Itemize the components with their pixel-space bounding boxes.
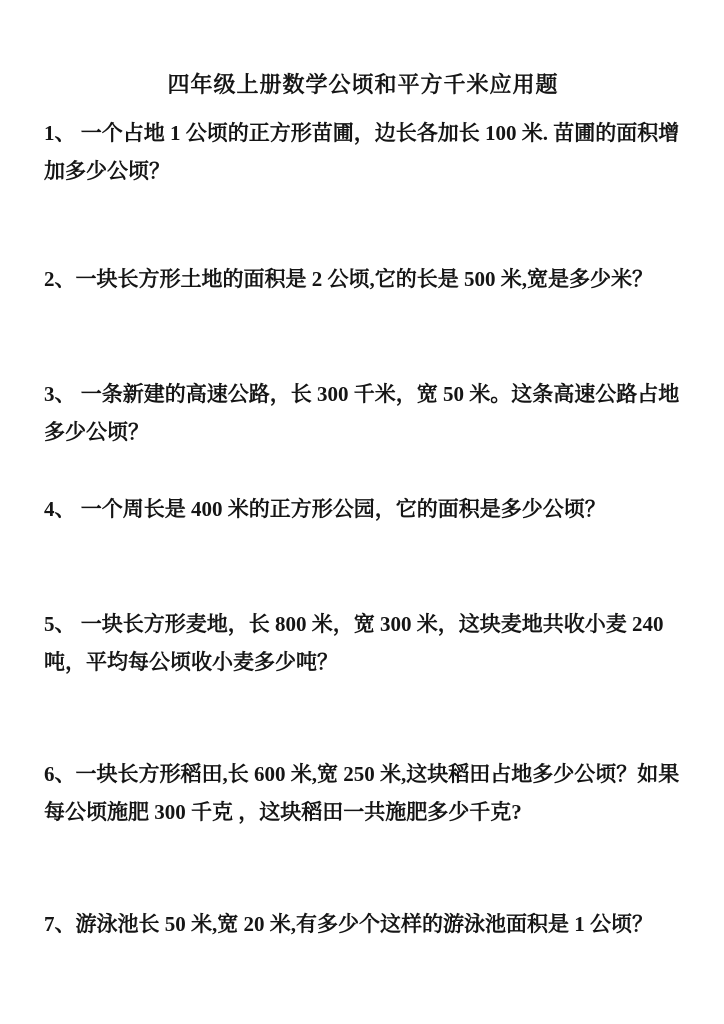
problem-2: 2、一块长方形土地的面积是 2 公顷,它的长是 500 米,宽是多少米？ xyxy=(44,267,653,291)
problem-5: 5、 一块长方形麦地，长 800 米，宽 300 米，这块麦地共收小麦 240 吨，平均每公顷收小麦多少吨？ xyxy=(44,612,664,674)
problem-1: 1、 一个占地 1 公顷的正方形苗圃，边长各加长 100 米. 苗圃的面积增加多少公顷？ xyxy=(44,121,680,183)
problem-7: 7、游泳池长 50 米,宽 20 米,有多少个这样的游泳池面积是 1 公顷？ xyxy=(44,912,653,936)
problem-4: 4、 一个周长是 400 米的正方形公园，它的面积是多少公顷？ xyxy=(44,497,606,521)
problem-6: 6、一块长方形稻田,长 600 米,宽 250 米,这块稻田占地多少公顷？如果每公顷施肥 300 千克 ，这块稻田一共施肥多少千克? xyxy=(44,762,680,824)
problem-3: 3、 一条新建的高速公路，长 300 千米，宽 50 米。这条高速公路占地多少公顷？ xyxy=(44,382,680,444)
page-title: 四年级上册数学公顷和平方千米应用题 xyxy=(167,72,559,97)
